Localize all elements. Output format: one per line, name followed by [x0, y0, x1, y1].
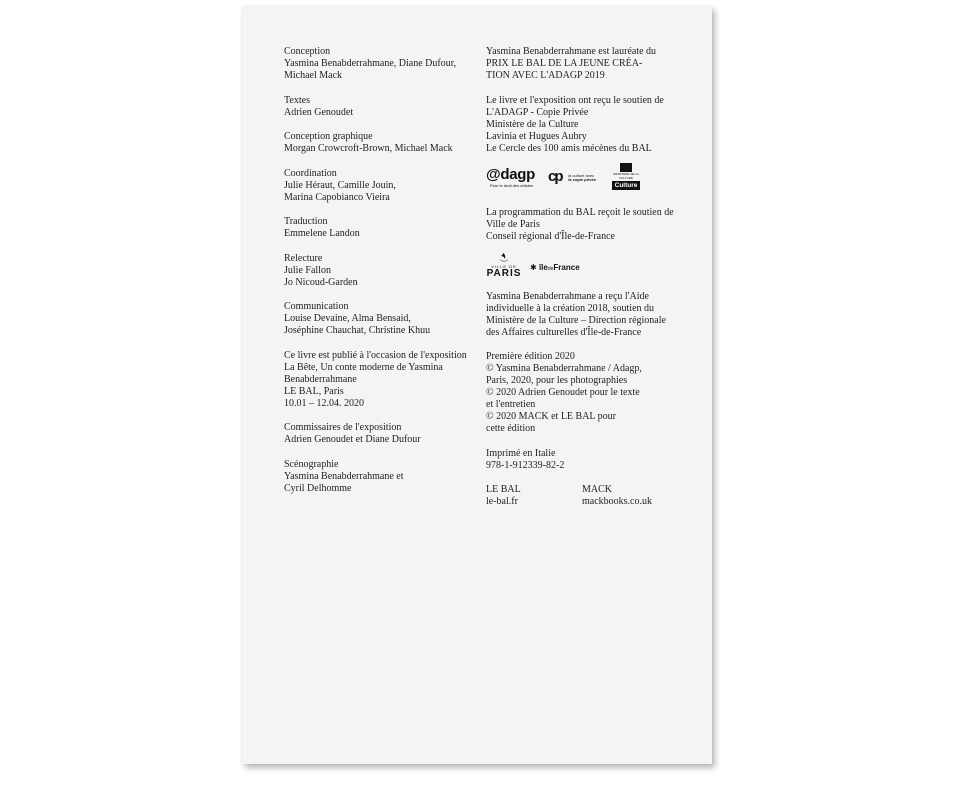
credit-heading: Scénographie [284, 458, 339, 470]
publisher-name: MACK [582, 484, 613, 495]
credit-line: Benabderrahmane [284, 373, 357, 385]
publisher-url: le-bal.fr [486, 496, 518, 507]
colophon-page [242, 6, 712, 764]
credit-line: La Bête, Un conte moderne de Yasmina [284, 361, 443, 373]
publisher-url: mackbooks.co.uk [582, 496, 652, 507]
programme-line: Ville de Paris [486, 219, 540, 230]
prize-statement [486, 46, 686, 82]
credit-conception [284, 46, 484, 82]
edition-line: Paris, 2020, pour les photographies [486, 375, 628, 386]
aide-line: Yasmina Benabderrahmane a reçu l'Aide [486, 290, 649, 302]
credit-relecture [284, 253, 484, 289]
programme-support [486, 207, 686, 243]
support-line: Ministère de la Culture [486, 118, 579, 130]
paris-logo-text: PARIS [486, 267, 522, 279]
credit-heading: Conception graphique [284, 131, 373, 142]
prize-line: TION AVEC L'ADAGP 2019 [486, 70, 605, 81]
credit-scenographie [284, 459, 484, 495]
copie-privee-line: la culture avec [568, 172, 595, 178]
printing-line: Imprimé en Italie [486, 447, 556, 459]
aide-line: Ministère de la Culture – Direction régionale [486, 314, 666, 326]
left-column [284, 46, 484, 507]
credit-heading: Relecture [284, 252, 323, 264]
ville-de-paris-logo [486, 252, 522, 279]
credit-line: Jo Nicoud-Garden [284, 276, 358, 288]
edition-line: © 2020 Adrien Genoudet pour le texte [486, 387, 640, 398]
aide-line: individuelle à la création 2018, soutien du [486, 302, 655, 314]
paris-ship-icon [497, 252, 511, 264]
credit-heading: Traduction [284, 216, 328, 227]
publisher-mack [582, 484, 652, 508]
prize-line: PRIX LE BAL DE LA JEUNE CRÉA- [486, 58, 643, 69]
credit-line: Adrien Genoudet [284, 106, 354, 118]
programme-line: La programmation du BAL reçoit le soutien de [486, 207, 674, 218]
ministere-culture-logo [612, 163, 640, 190]
credit-line: 10.01 – 12.04. 2020 [284, 397, 364, 409]
isbn: 978-1-912339-82-2 [486, 459, 565, 471]
edition-line: © 2020 MACK et LE BAL pour [486, 411, 616, 422]
book-support [486, 95, 686, 155]
prize-line: Yasmina Benabderrahmane est lauréate du [486, 46, 657, 57]
credit-line: Yasmina Benabderrahmane, Diane Dufour, [284, 58, 457, 69]
credit-line: Yasmina Benabderrahmane et [284, 470, 404, 482]
programme-line: Conseil régional d'Île-de-France [486, 231, 615, 242]
credit-heading: Ce livre est publié à l'occasion de l'exposition [284, 349, 467, 361]
culture-logo-text: Culture [612, 181, 640, 190]
aide-line: des Affaires culturelles d'Île-de-France [486, 326, 642, 338]
credit-exhibition [284, 350, 484, 410]
credit-line: LE BAL, Paris [284, 385, 344, 397]
credit-line: Julie Fallon [284, 264, 331, 276]
credit-line: Louise Devaine, Alma Bensaid, [284, 313, 411, 324]
copie-privee-text [568, 174, 596, 183]
support-line: Le Cercle des 100 amis mécènes du BAL [486, 142, 652, 154]
credit-heading: Textes [284, 94, 310, 106]
publisher-le-bal [486, 484, 521, 508]
credit-traduction [284, 216, 484, 240]
edition-line: Première édition 2020 [486, 351, 575, 362]
credit-curators [284, 422, 484, 446]
right-column [486, 46, 686, 510]
adagp-logo-tagline: Pour le droit des artistes [490, 183, 534, 188]
copie-privee-line: la copie privée [568, 177, 597, 183]
copie-privee-logo [548, 169, 596, 185]
adagp-logo-text: @dagp [486, 166, 535, 183]
support-line: L'ADAGP - Copie Privée [486, 106, 589, 118]
sponsor-logos-row [486, 165, 686, 199]
publishers [486, 484, 686, 510]
credit-heading: Commissaires de l'exposition [284, 422, 402, 433]
culture-logo-small: MINISTÈRE DE LA CULTURE [613, 172, 639, 180]
credit-graphic-design [284, 131, 484, 155]
aide-statement [486, 291, 686, 339]
idf-logo-text: France [553, 262, 580, 272]
edition-line: © Yasmina Benabderrahmane / Adagp, [486, 363, 642, 374]
credit-line: Morgan Crowcroft-Brown, Michael Mack [284, 143, 453, 154]
credit-line: Julie Héraut, Camille Jouin, [284, 179, 396, 191]
credit-heading: Conception [284, 46, 331, 57]
paris-logo-small: VILLE DE [491, 263, 517, 269]
marianne-icon [620, 163, 632, 172]
credit-coordination [284, 168, 484, 204]
credit-line: Marina Capobianco Vieira [284, 191, 390, 203]
credit-line: Joséphine Chauchat, Christine Khuu [284, 325, 431, 336]
edition-copyright [486, 351, 686, 435]
publisher-name: LE BAL [486, 484, 521, 495]
credit-line: Michael Mack [284, 70, 343, 81]
credit-line: Adrien Genoudet et Diane Dufour [284, 434, 421, 445]
idf-star-icon: ✱ [530, 262, 537, 272]
credit-heading: Coordination [284, 167, 337, 179]
printing-info [486, 448, 686, 472]
edition-line: cette édition [486, 423, 536, 434]
adagp-logo [486, 167, 535, 188]
credit-textes [284, 95, 484, 119]
public-logos-row [486, 252, 686, 286]
edition-line: et l'entretien [486, 399, 536, 410]
idf-logo-text: de [547, 265, 554, 272]
support-line: Le livre et l'exposition ont reçu le soutien de [486, 94, 664, 106]
credit-line: Emmelene Landon [284, 228, 360, 239]
credit-line: Cyril Delhomme [284, 482, 352, 494]
credit-communication [284, 301, 484, 337]
idf-logo-text: île [538, 262, 548, 272]
support-line: Lavinia et Hugues Aubry [486, 130, 587, 142]
copie-privee-mark: cp [548, 168, 562, 185]
ile-de-france-logo [530, 262, 580, 275]
credit-heading: Communication [284, 301, 349, 312]
